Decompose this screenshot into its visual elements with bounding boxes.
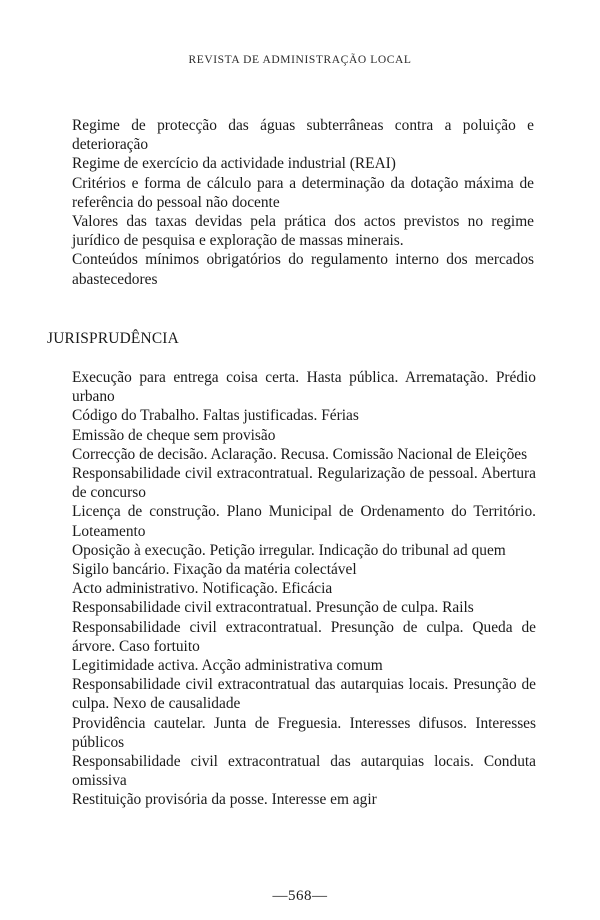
list-item: Responsabilidade civil extracontratual. Regularização de pessoal. Abertura de concurso [72,465,536,502]
list-item: Sigilo bancário. Fixação da matéria colectável [72,561,357,579]
list-item: Execução para entrega coisa certa. Hasta pública. Arrematação. Prédio urbano [72,369,536,406]
list-item: Legitimidade activa. Acção administrativa comum [72,657,383,675]
list-item: Correcção de decisão. Aclaração. Recusa. Comissão Nacional de Eleições [72,445,528,463]
list-item: Acto administrativo. Notificação. Eficácia [72,580,333,598]
list-item: Regime de exercício da actividade industrial (REAI) [72,155,396,173]
list-item: Licença de construção. Plano Municipal de Ordenamento do Território. Loteamento [72,503,536,540]
legislation-list [72,116,534,289]
list-item: Responsabilidade civil extracontratual. Presunção de culpa. Queda de árvore. Caso fortuito [72,618,536,655]
list-item: Restituição provisória da posse. Interesse em agir [72,791,377,809]
list-item: Responsabilidade civil extracontratual das autarquias locais. Presunção de culpa. Nexo de causalidade [72,676,536,713]
running-header: REVISTA DE ADMINISTRAÇÃO LOCAL [188,54,412,66]
list-item: Emissão de cheque sem provisão [72,426,276,444]
list-item: Responsabilidade civil extracontratual. Presunção de culpa. Rails [72,599,474,617]
list-item: Código do Trabalho. Faltas justificadas. Férias [72,407,359,425]
list-item: Critérios e forma de cálculo para a determinação da dotação máxima de referência do pessoal não docente [72,174,534,211]
list-item: Valores das taxas devidas pela prática dos actos previstos no regime jurídico de pesquisa e exploração de massas minerais. [72,213,534,250]
list-item: Regime de protecção das águas subterrâneas contra a poluição e deterioração [72,117,534,154]
list-item: Providência cautelar. Junta de Freguesia. Interesses difusos. Interesses públicos [72,714,536,751]
list-item: Oposição à execução. Petição irregular. Indicação do tribunal ad quem [72,541,506,559]
page-number: —568— [272,888,328,904]
jurisprudence-list [72,368,536,810]
list-item: Conteúdos mínimos obrigatórios do regulamento interno dos mercados abastecedores [72,251,534,288]
section-heading-jurisprudencia: JURISPRUDÊNCIA [47,330,179,347]
list-item: Responsabilidade civil extracontratual das autarquias locais. Conduta omissiva [72,753,536,790]
